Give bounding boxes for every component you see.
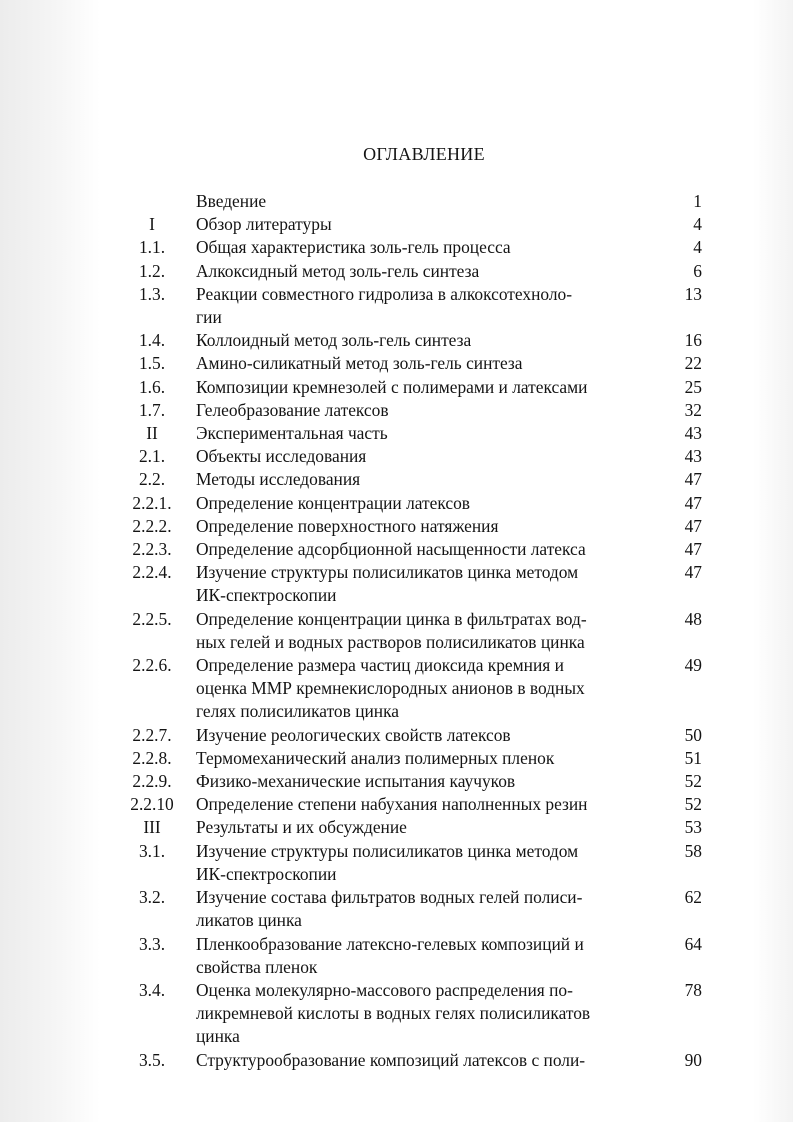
toc-entry bbox=[124, 260, 704, 283]
toc-entry-number: 1.6. bbox=[138, 376, 166, 397]
toc-entry-title bbox=[180, 213, 654, 236]
toc-entry-title-line: Реакции совместного гидролиза в алкоксотехноло- bbox=[196, 283, 573, 304]
toc-entry-title-line: Определение концентрации цинка в фильтратах вод- bbox=[196, 608, 587, 629]
toc-entry-title-line: Определение поверхностного натяжения bbox=[196, 515, 499, 536]
toc-entry-title bbox=[180, 376, 654, 399]
toc-entry-number: 2.2.9. bbox=[132, 771, 172, 792]
toc-entry-number: 2.2.7. bbox=[132, 724, 172, 745]
toc-entry bbox=[124, 793, 704, 816]
toc-entry-title bbox=[180, 422, 654, 445]
toc-entry-number: 1.4. bbox=[138, 330, 166, 351]
toc-entry-title bbox=[180, 538, 654, 561]
toc-entry bbox=[124, 190, 704, 213]
toc-entry-number: 3.2. bbox=[138, 887, 166, 908]
toc-entry-title-line: цинка bbox=[196, 1026, 240, 1047]
toc-entry-page-number: 25 bbox=[684, 376, 702, 397]
toc-entry bbox=[124, 329, 704, 352]
toc-entry bbox=[124, 770, 704, 793]
toc-entry-number: 1.7. bbox=[138, 399, 166, 420]
toc-entry-page-number: 50 bbox=[684, 724, 702, 745]
toc-entry-title-line: Изучение структуры полисиликатов цинка методом bbox=[196, 562, 579, 583]
toc-entry bbox=[124, 515, 704, 538]
toc-entry-title-line: Изучение структуры полисиликатов цинка методом bbox=[196, 840, 579, 861]
toc-entry-number: 2.2.4. bbox=[132, 562, 172, 583]
toc-entry-title bbox=[180, 979, 654, 1049]
toc-entry-title-line: Композиции кремнезолей с полимерами и латексами bbox=[196, 376, 588, 397]
toc-entry-title-line: Определение адсорбционной насыщенности латекса bbox=[196, 539, 586, 560]
toc-entry-number: 2.2.8. bbox=[132, 747, 172, 768]
toc-entry-title-line: Общая характеристика золь-гель процесса bbox=[196, 237, 511, 258]
toc-entry-title bbox=[180, 515, 654, 538]
scan-page-edge-shadow-right bbox=[753, 0, 793, 1122]
toc-entry-page-number: 58 bbox=[684, 840, 702, 861]
toc-entry-page-number: 6 bbox=[693, 260, 702, 281]
toc-entry-title-line: ликатов цинка bbox=[196, 910, 302, 931]
toc-entry-title bbox=[180, 933, 654, 979]
toc-entry-title-line: оценка ММР кремнекислородных анионов в водных bbox=[196, 678, 585, 699]
toc-entry bbox=[124, 933, 704, 979]
toc-entry-number: 2.2.1. bbox=[132, 492, 172, 513]
toc-entry-number: 3.5. bbox=[138, 1049, 166, 1070]
toc-entry-page-number: 47 bbox=[684, 562, 702, 583]
toc-entry-page-number: 47 bbox=[684, 492, 702, 513]
toc-entry-title-line: Изучение состава фильтратов водных гелей полиси- bbox=[196, 887, 583, 908]
toc-entry bbox=[124, 1049, 704, 1072]
toc-entry-title-line: Физико-механические испытания каучуков bbox=[196, 771, 516, 792]
toc-entry-title bbox=[180, 724, 654, 747]
toc-entry bbox=[124, 422, 704, 445]
toc-entry-title bbox=[180, 468, 654, 491]
toc-entry-page-number: 64 bbox=[684, 933, 702, 954]
toc-entry-title bbox=[180, 747, 654, 770]
toc-entry-number: 3.4. bbox=[138, 979, 166, 1000]
toc-entry-title-line: Амино-силикатный метод золь-гель синтеза bbox=[196, 353, 523, 374]
table-of-contents bbox=[124, 190, 704, 1072]
scan-page-edge-shadow bbox=[0, 0, 100, 1122]
toc-entry-number: 2.2. bbox=[138, 469, 166, 490]
toc-entry-page-number: 4 bbox=[693, 237, 702, 258]
toc-entry-title-line: свойства пленок bbox=[196, 956, 318, 977]
toc-entry-page-number: 49 bbox=[684, 655, 702, 676]
toc-entry-title-line: Методы исследования bbox=[196, 469, 361, 490]
toc-entry bbox=[124, 352, 704, 375]
toc-entry-title bbox=[180, 608, 654, 654]
toc-entry-title bbox=[180, 840, 654, 886]
toc-entry-page-number: 47 bbox=[684, 539, 702, 560]
toc-entry-title-line: ИК-спектроскопии bbox=[196, 863, 337, 884]
toc-entry bbox=[124, 213, 704, 236]
toc-entry-title-line: гии bbox=[196, 307, 222, 328]
toc-entry-page-number: 43 bbox=[684, 446, 702, 467]
toc-entry-number: 2.2.6. bbox=[132, 655, 172, 676]
toc-entry-title bbox=[180, 492, 654, 515]
toc-entry bbox=[124, 816, 704, 839]
toc-entry-page-number: 48 bbox=[684, 608, 702, 629]
toc-entry-number: 2.2.10 bbox=[130, 794, 174, 815]
toc-entry-page-number: 22 bbox=[684, 353, 702, 374]
toc-entry-page-number: 90 bbox=[684, 1049, 702, 1070]
toc-entry-title-line: Структурообразование композиций латексов с поли- bbox=[196, 1049, 586, 1070]
toc-entry bbox=[124, 399, 704, 422]
toc-entry-title bbox=[180, 770, 654, 793]
toc-entry-page-number: 52 bbox=[684, 794, 702, 815]
toc-entry-title-line: Определение степени набухания наполненных резин bbox=[196, 794, 588, 815]
toc-entry-title bbox=[180, 654, 654, 724]
toc-entry-title-line: ликремневой кислоты в водных гелях полисиликатов bbox=[196, 1003, 591, 1024]
toc-entry-number: 3.3. bbox=[138, 933, 166, 954]
toc-entry-title-line: Определение размера частиц диоксида кремния и bbox=[196, 655, 564, 676]
toc-entry-title-line: ных гелей и водных растворов полисиликатов цинка bbox=[196, 631, 585, 652]
toc-entry-title-line: Экспериментальная часть bbox=[196, 423, 388, 444]
toc-entry bbox=[124, 236, 704, 259]
toc-entry-title bbox=[180, 816, 654, 839]
toc-entry-number: 1.1. bbox=[138, 237, 166, 258]
toc-entry bbox=[124, 608, 704, 654]
toc-entry-title-line: Обзор литературы bbox=[196, 214, 332, 235]
toc-entry-number: 1.3. bbox=[138, 283, 166, 304]
toc-entry-title-line: Гелеобразование латексов bbox=[196, 399, 389, 420]
toc-entry-page-number: 51 bbox=[684, 747, 702, 768]
toc-entry bbox=[124, 538, 704, 561]
toc-entry-title bbox=[180, 329, 654, 352]
toc-entry-page-number: 16 bbox=[684, 330, 702, 351]
toc-entry-page-number: 47 bbox=[684, 515, 702, 536]
toc-entry bbox=[124, 654, 704, 724]
toc-entry-number: 3.1. bbox=[138, 840, 166, 861]
toc-entry bbox=[124, 376, 704, 399]
toc-entry-title bbox=[180, 352, 654, 375]
toc-entry-title bbox=[180, 260, 654, 283]
toc-entry-title-line: Объекты исследования bbox=[196, 446, 367, 467]
toc-entry bbox=[124, 886, 704, 932]
toc-entry-number: III bbox=[143, 817, 161, 838]
toc-entry-page-number: 52 bbox=[684, 771, 702, 792]
toc-entry-title-line: Алкоксидный метод золь-гель синтеза bbox=[196, 260, 480, 281]
toc-entry bbox=[124, 561, 704, 607]
toc-entry-title bbox=[180, 190, 654, 213]
toc-entry-page-number: 43 bbox=[684, 423, 702, 444]
toc-entry bbox=[124, 979, 704, 1049]
toc-entry-title-line: Результаты и их обсуждение bbox=[196, 817, 407, 838]
toc-entry-title bbox=[180, 1049, 654, 1072]
toc-entry bbox=[124, 492, 704, 515]
toc-heading: ОГЛАВЛЕНИЕ bbox=[363, 144, 485, 164]
toc-entry-title-line: Изучение реологических свойств латексов bbox=[196, 724, 511, 745]
toc-entry-title-line: Определение концентрации латексов bbox=[196, 492, 470, 513]
toc-entry-page-number: 13 bbox=[684, 283, 702, 304]
toc-entry-page-number: 62 bbox=[684, 887, 702, 908]
toc-entry-title-line: Пленкообразование латексно-гелевых композиций и bbox=[196, 933, 584, 954]
toc-entry-page-number: 47 bbox=[684, 469, 702, 490]
toc-entry-page-number: 32 bbox=[684, 399, 702, 420]
toc-entry-number: 2.2.3. bbox=[132, 539, 172, 560]
toc-entry-page-number: 53 bbox=[684, 817, 702, 838]
toc-entry-title-line: Коллоидный метод золь-гель синтеза bbox=[196, 330, 472, 351]
toc-entry-title-line: Термомеханический анализ полимерных пленок bbox=[196, 747, 555, 768]
toc-entry-number: I bbox=[149, 214, 155, 235]
toc-entry-title bbox=[180, 283, 654, 329]
toc-entry-title-line: Оценка молекулярно-массового распределения по- bbox=[196, 979, 573, 1000]
toc-entry-title bbox=[180, 886, 654, 932]
toc-entry-number: 2.2.2. bbox=[132, 515, 172, 536]
toc-entry-page-number: 4 bbox=[693, 214, 702, 235]
toc-entry bbox=[124, 724, 704, 747]
toc-entry-title-line: гелях полисиликатов цинка bbox=[196, 701, 400, 722]
toc-entry bbox=[124, 840, 704, 886]
toc-entry-number: 1.5. bbox=[138, 353, 166, 374]
toc-entry-title bbox=[180, 445, 654, 468]
toc-entry-title-line: Введение bbox=[196, 191, 267, 211]
toc-entry bbox=[124, 468, 704, 491]
toc-entry-title-line: ИК-спектроскопии bbox=[196, 585, 337, 606]
toc-entry-number: 2.2.5. bbox=[132, 608, 172, 629]
toc-entry-number: II bbox=[146, 423, 158, 444]
toc-entry bbox=[124, 747, 704, 770]
toc-entry-title bbox=[180, 561, 654, 607]
toc-entry-page-number: 78 bbox=[684, 979, 702, 1000]
toc-entry bbox=[124, 445, 704, 468]
toc-entry-title bbox=[180, 236, 654, 259]
toc-entry-number: 2.1. bbox=[138, 446, 166, 467]
toc-entry-title bbox=[180, 399, 654, 422]
toc-entry bbox=[124, 283, 704, 329]
toc-entry-title bbox=[180, 793, 654, 816]
toc-entry-number: 1.2. bbox=[138, 260, 166, 281]
toc-entry-page-number: 1 bbox=[693, 191, 702, 211]
